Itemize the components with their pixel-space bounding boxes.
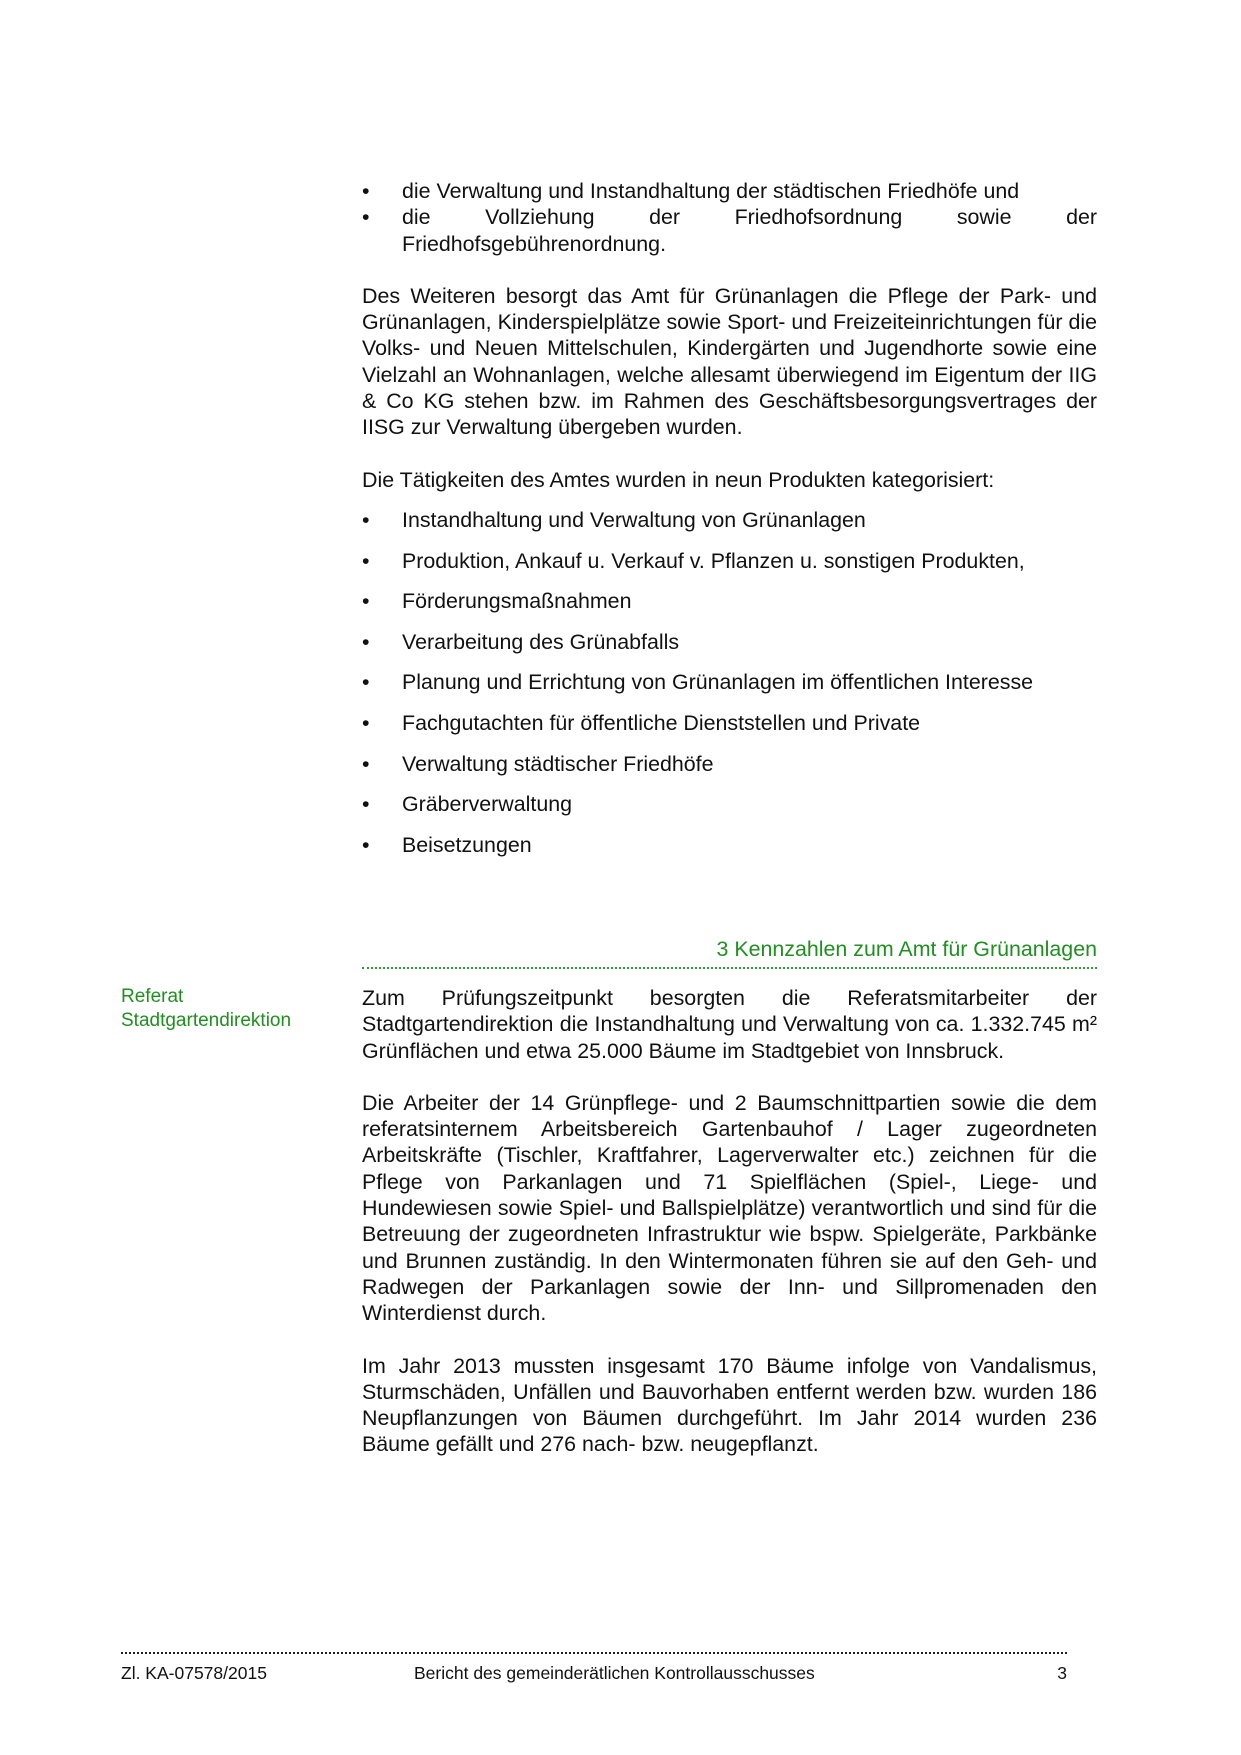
report-title: Bericht des gemeinderätlichen Kontrollausschusses [414, 1663, 815, 1683]
paragraph-trees: Im Jahr 2013 mussten insgesamt 170 Bäume infolge von Vandalismus, Sturmschäden, Unfällen und Bauvorhaben entfernt werden bzw. wurden 186 Neupflanzungen von Bäumen durchgeführt. Im Jahr 2014 wurden 236 Bäume gefällt und 276 nach- bzw. neugepflanzt. [362, 1353, 1097, 1457]
paragraph-workers: Die Arbeiter der 14 Grünpflege- und 2 Baumschnittpartien sowie die dem referatsinternem Arbeitsbereich Gartenbauhof / Lager zugeordneten Arbeitskräfte (Tischler, Kraftfahrer, Lagerverwalter etc.) zeichnen für die Pflege von Parkanlagen und 71 Spielflächen (Spiel-, Liege- und Hundewiesen sowie Spiel- und Ballspielplätze) verantwortlich und sind für die Betreuung der zugeordneten Infrastruktur wie bspw. Spielgeräte, Parkbänke und Brunnen zuständig. In den Wintermonaten führen sie auf den Geh- und Radwegen der Parkanlagen sowie der Inn- und Sillpromenaden den Winterdienst durch. [362, 1090, 1097, 1326]
bullet-item: • die Verwaltung und Instandhaltung der städtischen Friedhöfe und [362, 178, 1097, 204]
category-item: • Produktion, Ankauf u. Verkauf v. Pflanzen u. sonstigen Produkten, [362, 548, 1097, 574]
margin-note [121, 985, 321, 1033]
product-category-list [362, 507, 1097, 858]
category-item: • Verwaltung städtischer Friedhöfe [362, 751, 1097, 777]
footer-divider [121, 1652, 1067, 1654]
page-number: 3 [1057, 1663, 1067, 1683]
paragraph-care-duties: Des Weiteren besorgt das Amt für Grünanlagen die Pflege der Park- und Grünanlagen, Kinderspielplätze sowie Sport- und Freizeiteinrichtungen für die Volks- und Neuen Mittelschulen, Kindergärten und Jugendhorte sowie eine Vielzahl an Wohnanlagen, welche allesamt überwiegend im Eigentum der IIG & Co KG stehen bzw. im Rahmen des Geschäftsbesorgungsvertrages der IISG zur Verwaltung übergeben wurden. [362, 283, 1097, 440]
category-item: • Förderungsmaßnahmen [362, 588, 1097, 614]
category-item: • Planung und Errichtung von Grünanlagen im öffentlichen Interesse [362, 669, 1097, 695]
margin-note-line: Referat [121, 986, 184, 1007]
bullet-item: • die Vollziehung der Friedhofsordnung sowie der Friedhofsgebührenordnung. [362, 204, 1097, 257]
category-item: • Verarbeitung des Grünabfalls [362, 629, 1097, 655]
paragraph-product-intro: Die Tätigkeiten des Amtes wurden in neun Produkten kategorisiert: [362, 467, 995, 492]
category-item: • Gräberverwaltung [362, 791, 1097, 817]
margin-note-line: Stadtgartendirektion [121, 1010, 292, 1031]
category-item: • Fachgutachten für öffentliche Dienststellen und Private [362, 710, 1097, 736]
task-bullet-list [362, 178, 1097, 257]
paragraph-green-areas: Zum Prüfungszeitpunkt besorgten die Referatsmitarbeiter der Stadtgartendirektion die Instandhaltung und Verwaltung von ca. 1.332.745 m² Grünflächen und etwa 25.000 Bäume im Stadtgebiet von Innsbruck. [362, 986, 1097, 1063]
category-item: • Instandhaltung und Verwaltung von Grünanlagen [362, 507, 1097, 533]
file-reference: Zl. KA-07578/2015 [121, 1663, 267, 1683]
section-heading: 3 Kennzahlen zum Amt für Grünanlagen [716, 937, 1097, 961]
main-text-lower [362, 985, 1097, 1458]
section-heading-rule [362, 936, 1097, 969]
main-text-upper [362, 178, 1097, 872]
category-item: • Beisetzungen [362, 832, 1097, 858]
